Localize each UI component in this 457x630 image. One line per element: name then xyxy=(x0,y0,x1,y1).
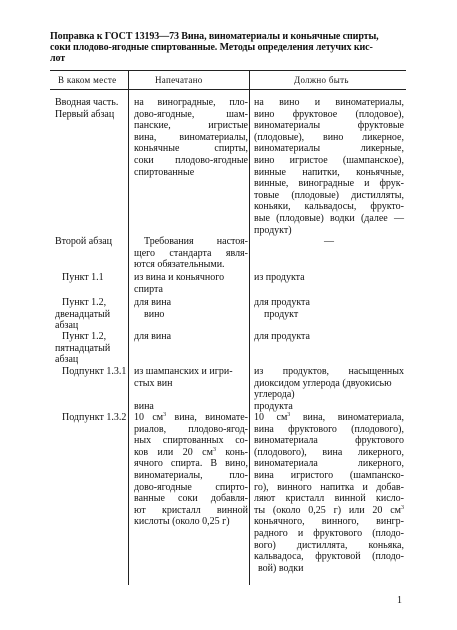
table-row-5-printed: для вина xyxy=(134,331,172,342)
document-title xyxy=(50,31,410,64)
table-row-6-correct: из продуктов, насыщенных диоксидом углерода (двуокисью углерода) продукта xyxy=(254,366,404,412)
table-row-3-correct: из продукта xyxy=(254,272,305,283)
table-row-2-printed: Требования настоя- щего стандарта явля- ются обязательными. xyxy=(134,236,248,271)
table-row-3-printed: из вина и коньячного спирта xyxy=(134,272,225,295)
table-row-7-correct: 10 $см^3$ вина, виноматериала, вина фруктового (плодового), виноматериала фруктового (плодового), вина ликерного, виноматериала ликерного, вина игристого (шампанско- го), винного напитка и добав- ляют кристалл винной кисло- ты (около 0,25 г) или 20 $см^3$ коньячного, винного, вингр- радного и фруктового (плодо- вого) дистиллята, коньяка, кальвадоса, фруктовой (плодо- вой) водки xyxy=(254,412,404,574)
table-row-3-place: Пункт 1.1 xyxy=(62,272,104,283)
printed-line-1: 10 $см^3$ вина, виномате- xyxy=(134,412,248,423)
correct-line-9: ты (около 0,25 г) или 20 $см^3$ xyxy=(254,504,404,516)
table-row-4-place: Пункт 1.2, двенадцатый абзац xyxy=(55,297,111,332)
column-divider-2 xyxy=(249,89,250,585)
table-row-4-correct: для продукта продукт xyxy=(254,297,310,320)
title-line-1: Поправка к ГОСТ 13193—73 Вина, виноматериалы и коньячные спирты, xyxy=(50,31,379,42)
table-row-6-printed: из шампанских и игри- стых вин вина xyxy=(134,366,233,412)
header-divider-1 xyxy=(128,70,129,89)
table-row-6-place: Подпункт 1.3.1 xyxy=(62,366,127,377)
title-line-3: лот xyxy=(50,53,66,64)
table-row-2-correct: — xyxy=(324,236,334,247)
page-number: 1 xyxy=(397,595,402,606)
column-divider-1 xyxy=(128,89,129,585)
title-line-2: соки плодово-ягодные спиртованные. Методы определения летучих кис- xyxy=(50,42,373,53)
table-row-7-printed: 10 $см^3$ вина, виномате- риалов, плодово-ягод- ных спиртованных со- ков или 20 $см^3$ конь- ячного спирта. В вино, виноматериалы, пло- дово-ягодные спирто- ванные соки добавля- ют кристалл винной кислоты (около 0,25 г) xyxy=(134,412,248,528)
printed-line-4: ков или 20 $см^3$ конь- xyxy=(134,446,248,458)
table-row-5-correct: для продукта xyxy=(254,331,310,342)
table-row-1-correct: на вино и виноматериалы, вино фруктовое (плодовое), виноматериалы фруктовые (плодовые), вино ликерное, виноматериалы ликерные, вино игристое (шампанское), винные напитки, коньячные, винные, виноградные и фрук- товые (плодовые) дистилляты, коньяки, кальвадосы, фрукто- вые (плодовые) водки (далее — продукт) xyxy=(254,97,404,236)
table-row-2-place: Второй абзац xyxy=(55,236,113,247)
header-divider-2 xyxy=(249,70,250,89)
header-correct: Должно быть xyxy=(294,75,349,85)
table-header-rule xyxy=(50,89,406,90)
table-row-1-place: Вводная часть. Первый абзац xyxy=(55,97,119,120)
table-row-4-printed: для вина вино xyxy=(134,297,172,320)
header-place: В каком месте xyxy=(58,75,117,85)
table-row-1-printed: на виноградные, пло- дово-ягодные, шам- панские, игристые вина, виноматериалы, коньячные спирты, соки плодово-ягодные спиртованные xyxy=(134,97,248,178)
header-printed: Напечатано xyxy=(155,75,203,85)
table-row-5-place: Пункт 1.2, пятнадцатый абзац xyxy=(55,331,111,366)
table-row-7-place: Подпункт 1.3.2 xyxy=(62,412,127,423)
table-top-rule xyxy=(50,70,406,71)
correct-line-1: 10 $см^3$ вина, виноматериала, xyxy=(254,412,404,423)
